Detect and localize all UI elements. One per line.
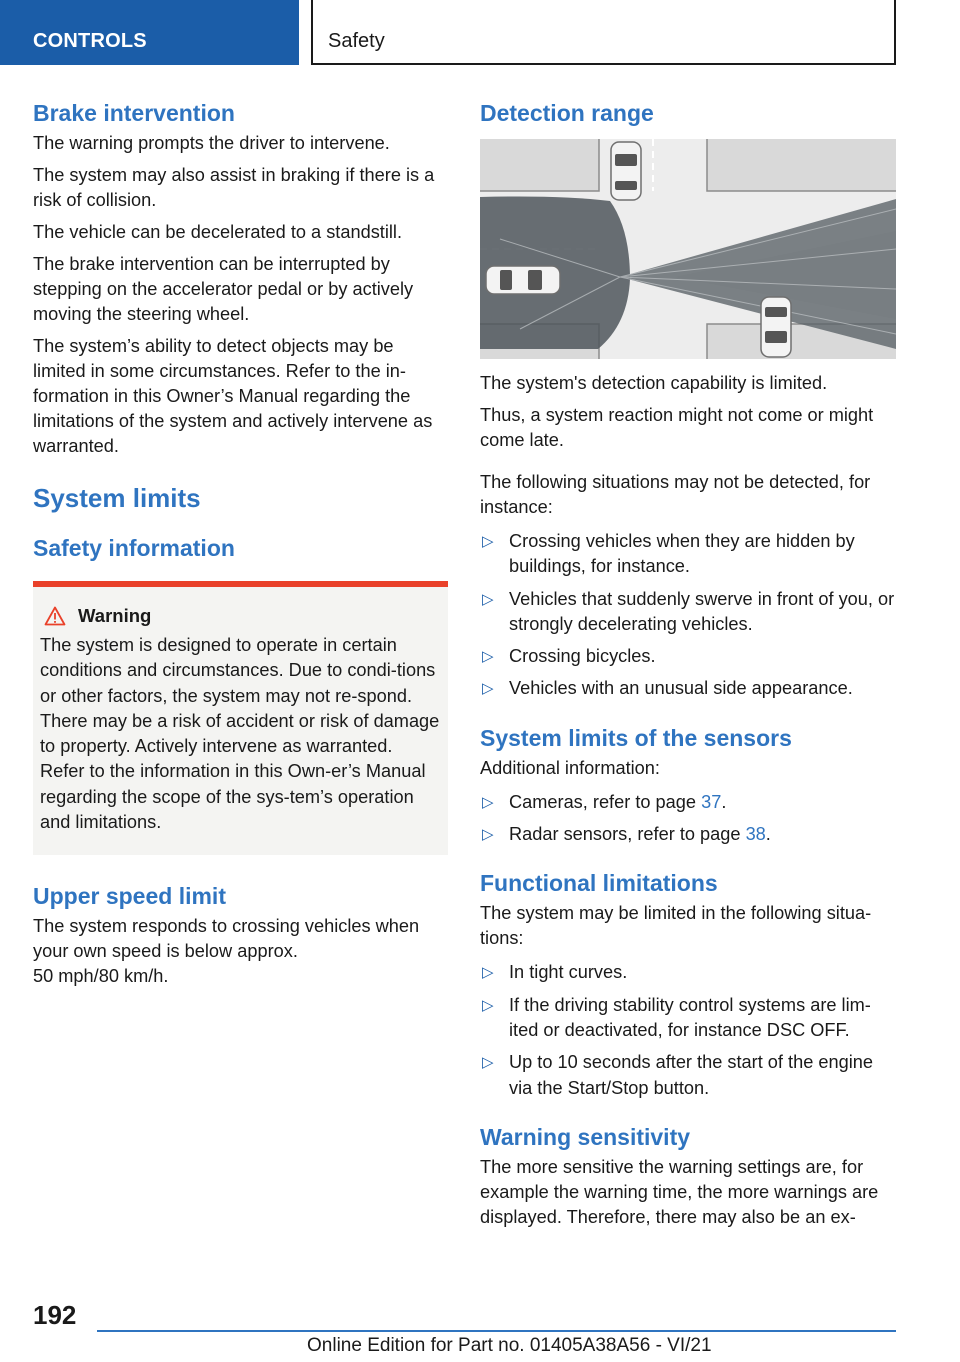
- page-number: 192: [33, 1300, 77, 1330]
- safety-information-heading: Safety information: [33, 535, 235, 561]
- warning-title: [40, 605, 440, 627]
- upper-speed-limit-heading: Upper speed limit: [33, 883, 226, 910]
- sensitivity-text: The more sensitive the warning settings are, for example the warning time, the more warnings are displayed. Therefore, there may also be an ex-: [480, 1156, 879, 1227]
- speed-limit-text: The system responds to crossing vehicles when your own speed is below approx.: [33, 916, 420, 962]
- warning-label: Warning: [78, 605, 152, 626]
- triangle-bullet-icon: ▷: [482, 590, 494, 608]
- sensor-limits-heading: System limits of the sensors: [480, 724, 792, 751]
- chapter-tab[interactable]: CONTROLS: [0, 0, 299, 65]
- triangle-bullet-icon: ▷: [482, 1054, 494, 1072]
- detection-list: [480, 529, 896, 702]
- triangle-bullet-icon: ▷: [482, 964, 494, 982]
- sensor-intro: Additional information:: [480, 757, 660, 778]
- detection-range-illustration: [480, 139, 896, 359]
- sensor-list: [480, 790, 896, 848]
- list-item: ▷ Crossing bicycles.: [480, 644, 896, 669]
- list-item: ▷ Up to 10 seconds after the start of the engine via the Start/Stop button.: [482, 1052, 873, 1098]
- list-item: ▷ In tight curves.: [480, 960, 896, 985]
- list-item: ▷ Crossing vehicles when they are hidden by buildings, for instance.: [482, 531, 855, 577]
- warning-box: [33, 581, 448, 855]
- system-limits-heading: System limits: [33, 483, 201, 513]
- brake-intervention-heading: Brake intervention: [33, 100, 235, 126]
- brake-paragraph: The vehicle can be decelerated to a standstill.: [33, 222, 403, 242]
- detection-text: Thus, a system reaction might not come or might come late.: [480, 405, 874, 450]
- detection-text: The system's detection capability is limited.: [480, 373, 828, 393]
- brake-paragraph: The warning prompts the driver to intervene.: [33, 133, 390, 153]
- triangle-bullet-icon: ▷: [482, 826, 494, 844]
- warning-sensitivity-heading: Warning sensitivity: [480, 1123, 691, 1150]
- right-column: [480, 98, 896, 1237]
- functional-limitations-heading: Functional limitations: [480, 870, 718, 897]
- section-title: Safety: [311, 0, 896, 65]
- triangle-bullet-icon: ▷: [482, 996, 494, 1014]
- brake-paragraph: The system may also assist in braking if there is a risk of collision.: [33, 165, 435, 210]
- detection-range-heading: Detection range: [480, 100, 654, 126]
- list-item: ▷ If the driving stability control systems are lim-ited or deactivated, for instance DSC OFF.: [482, 994, 871, 1040]
- page-link-cameras[interactable]: 37: [701, 791, 722, 812]
- warning-triangle-icon: [44, 606, 66, 626]
- functional-list: [480, 960, 896, 1100]
- brake-paragraph: The brake intervention can be interrupted by stepping on the accelerator pedal or by actively moving the steering wheel.: [33, 254, 414, 324]
- detection-text: The following situations may not be detected, for instance:: [480, 472, 871, 517]
- footer-edition: Online Edition for Part no. 01405A38A56 - VI/21: [307, 1335, 712, 1356]
- list-item: ▷ Vehicles with an unusual side appearance.: [480, 676, 896, 701]
- triangle-bullet-icon: ▷: [482, 648, 494, 666]
- warning-text: The system is designed to operate in certain conditions and circumstances. Due to condi-tions or other factors, the system may not re-spond. There may be a risk of accident or risk of damage to property. Actively intervene as warranted. Refer to the information in this Own-er’s Manual regarding the scope of the sys-tem’s operation and limitations.: [40, 635, 440, 833]
- speed-limit-value: 50 mph/80 km/h.: [33, 966, 169, 987]
- brake-paragraph: The system’s ability to detect objects may be limited in some circumstances. Refer to the in-formation in this Owner’s Manual regarding the limitations of the system and actively intervene as warranted.: [33, 336, 433, 456]
- functional-intro: The system may be limited in the following situa-tions:: [480, 903, 872, 949]
- left-column: [33, 98, 448, 996]
- detection-range-figure: [480, 139, 896, 359]
- list-item: ▷ Cameras, refer to page 37.: [480, 790, 896, 815]
- list-item: ▷ Radar sensors, refer to page 38.: [480, 822, 896, 847]
- list-item: ▷ Vehicles that suddenly swerve in front of you, or strongly decelerating vehicles.: [482, 588, 895, 634]
- triangle-bullet-icon: ▷: [482, 680, 494, 698]
- footer-divider: [97, 1330, 896, 1332]
- page-link-radar[interactable]: 38: [745, 824, 766, 845]
- triangle-bullet-icon: ▷: [482, 793, 494, 811]
- triangle-bullet-icon: ▷: [482, 533, 494, 550]
